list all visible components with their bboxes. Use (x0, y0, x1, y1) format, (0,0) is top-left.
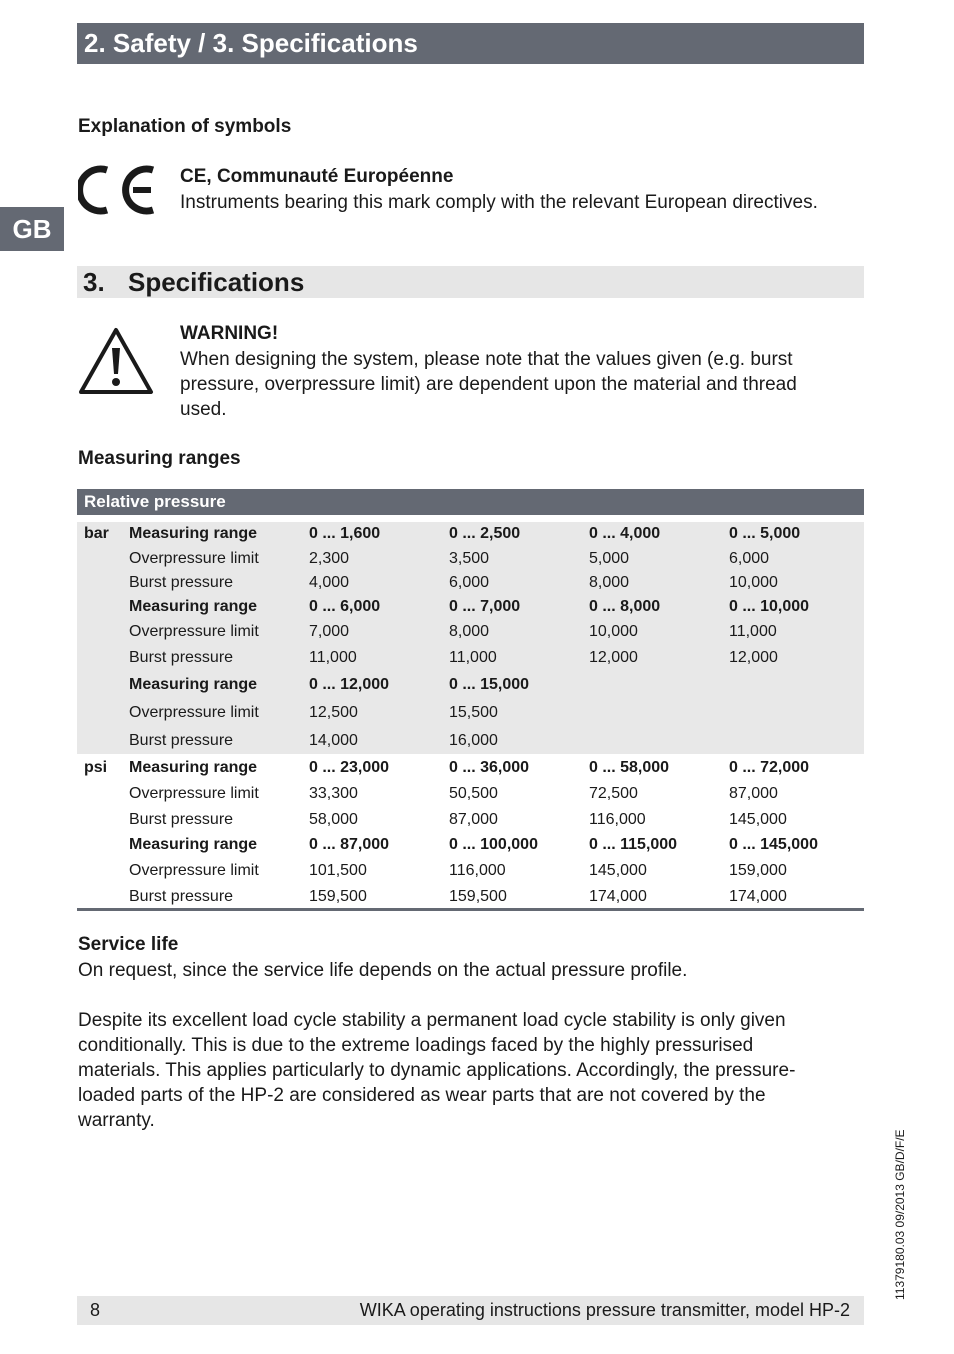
row-label: Overpressure limit (129, 704, 259, 721)
table-cell: 11,000 (729, 623, 777, 640)
page-header-title: 2. Safety / 3. Specifications (84, 28, 418, 58)
table-cell: 72,500 (589, 785, 638, 802)
row-label: Burst pressure (129, 888, 234, 905)
row-label: Measuring range (129, 676, 258, 693)
footer-text: WIKA operating instructions pressure transmitter, model HP-2 (359, 1300, 850, 1320)
table-cell: 145,000 (729, 811, 787, 828)
service-life-line: On request, since the service life depends on the actual pressure profile. (78, 960, 688, 981)
table-cell: 4,000 (309, 574, 350, 591)
paragraph-line: conditionally. This is due to the extreme loadings faced by the highly pressurised (78, 1035, 754, 1056)
table-cell: 3,500 (449, 550, 490, 567)
paragraph-line: loaded parts of the HP-2 are considered as wear parts that are not covered by the (78, 1085, 766, 1106)
section-title: Specifications (128, 267, 305, 297)
table-cell: 11,000 (309, 649, 357, 666)
table-cell: 116,000 (449, 862, 506, 879)
row-label: Overpressure limit (129, 785, 259, 802)
warning-title: WARNING! (180, 323, 279, 344)
table-cell: 0 ... 2,500 (449, 525, 521, 542)
table-cell: 58,000 (309, 811, 358, 828)
page-number: 8 (90, 1300, 101, 1320)
table-cell: 145,000 (589, 862, 647, 879)
table-bottom-rule (77, 908, 864, 911)
table-cell: 6,000 (729, 550, 770, 567)
paragraph-line: warranty. (78, 1110, 155, 1131)
row-label: Measuring range (129, 598, 258, 615)
table-cell: 8,000 (449, 623, 490, 640)
paragraph-line: materials. This applies particularly to dynamic applications. Accordingly, the pressure- (78, 1060, 796, 1081)
table-cell: 0 ... 87,000 (309, 836, 390, 853)
warning-text (180, 347, 797, 422)
table-cell: 87,000 (449, 811, 498, 828)
ce-title: CE, Communauté Européenne (180, 166, 454, 187)
row-label: Overpressure limit (129, 550, 259, 567)
table-cell: 16,000 (449, 732, 498, 749)
table-cell: 0 ... 72,000 (729, 759, 810, 776)
row-label: Measuring range (129, 759, 258, 776)
warning-line: pressure, overpressure limit) are dependent upon the material and thread (180, 374, 797, 395)
table-cell: 12,000 (589, 649, 638, 666)
table-cell: 14,000 (309, 732, 358, 749)
table-cell: 159,000 (729, 862, 787, 879)
unit-label-psi: psi (84, 759, 108, 776)
section-heading (77, 266, 864, 298)
row-label: Burst pressure (129, 649, 234, 666)
table-cell: 7,000 (309, 623, 350, 640)
table-cell: 0 ... 100,000 (449, 836, 538, 853)
warning-line: When designing the system, please note that the values given (e.g. burst (180, 349, 793, 370)
warning-line: used. (180, 399, 227, 420)
service-life-heading: Service life (78, 934, 179, 955)
table-cell: 0 ... 12,000 (309, 676, 390, 693)
table-cell: 101,500 (309, 862, 367, 879)
table-cell: 8,000 (589, 574, 630, 591)
table-cell: 0 ... 23,000 (309, 759, 390, 776)
paragraph-line: Despite its excellent load cycle stability a permanent load cycle stability is only given (78, 1010, 786, 1031)
table-cell: 0 ... 6,000 (309, 598, 381, 615)
table-cell: 0 ... 58,000 (589, 759, 670, 776)
table-cell: 12,500 (309, 704, 358, 721)
table-cell: 50,500 (449, 785, 498, 802)
row-label: Burst pressure (129, 811, 234, 828)
table-cell: 33,300 (309, 785, 358, 802)
table-cell: 11,000 (449, 649, 497, 666)
table-cell: 116,000 (589, 811, 646, 828)
row-label: Burst pressure (129, 732, 234, 749)
ce-description: Instruments bearing this mark comply with the relevant European directives. (180, 192, 818, 213)
table-title-bar (77, 489, 864, 515)
table-cell: 15,500 (449, 704, 498, 721)
table-cell: 10,000 (589, 623, 638, 640)
page-footer (77, 1296, 864, 1325)
table-cell: 6,000 (449, 574, 490, 591)
language-tab: GB (0, 207, 64, 251)
ce-mark-icon (78, 162, 158, 218)
table-cell: 174,000 (589, 888, 647, 905)
section-number: 3. (83, 267, 105, 297)
table-cell: 10,000 (729, 574, 778, 591)
table-cell: 87,000 (729, 785, 778, 802)
table-cell: 0 ... 10,000 (729, 598, 810, 615)
row-label: Measuring range (129, 836, 258, 853)
measuring-ranges-heading: Measuring ranges (78, 448, 241, 469)
service-life-paragraph (78, 1008, 795, 1133)
table-cell: 12,000 (729, 649, 778, 666)
table-cell: 0 ... 36,000 (449, 759, 530, 776)
table-cell: 174,000 (729, 888, 787, 905)
row-label: Overpressure limit (129, 623, 259, 640)
symbols-heading: Explanation of symbols (78, 116, 292, 137)
page-header-bar (77, 23, 864, 64)
table-cell: 0 ... 15,000 (449, 676, 530, 693)
table-cell: 0 ... 4,000 (589, 525, 661, 542)
table-cell: 0 ... 7,000 (449, 598, 521, 615)
table-cell: 0 ... 5,000 (729, 525, 801, 542)
table-cell: 0 ... 115,000 (589, 836, 678, 853)
row-label: Measuring range (129, 525, 258, 542)
table-title: Relative pressure (84, 492, 226, 511)
row-label: Overpressure limit (129, 862, 259, 879)
table-cell: 159,500 (449, 888, 507, 905)
table-cell: 5,000 (589, 550, 630, 567)
warning-triangle-icon (77, 326, 155, 396)
table-cell: 0 ... 145,000 (729, 836, 818, 853)
table-cell: 159,500 (309, 888, 367, 905)
table-cell: 2,300 (309, 550, 350, 567)
table-cell: 0 ... 8,000 (589, 598, 661, 615)
row-label: Burst pressure (129, 574, 234, 591)
document-code: 11379180.03 09/2013 GB/D/F/E (893, 1129, 907, 1300)
unit-label-bar: bar (84, 525, 109, 542)
table-cell: 0 ... 1,600 (309, 525, 381, 542)
